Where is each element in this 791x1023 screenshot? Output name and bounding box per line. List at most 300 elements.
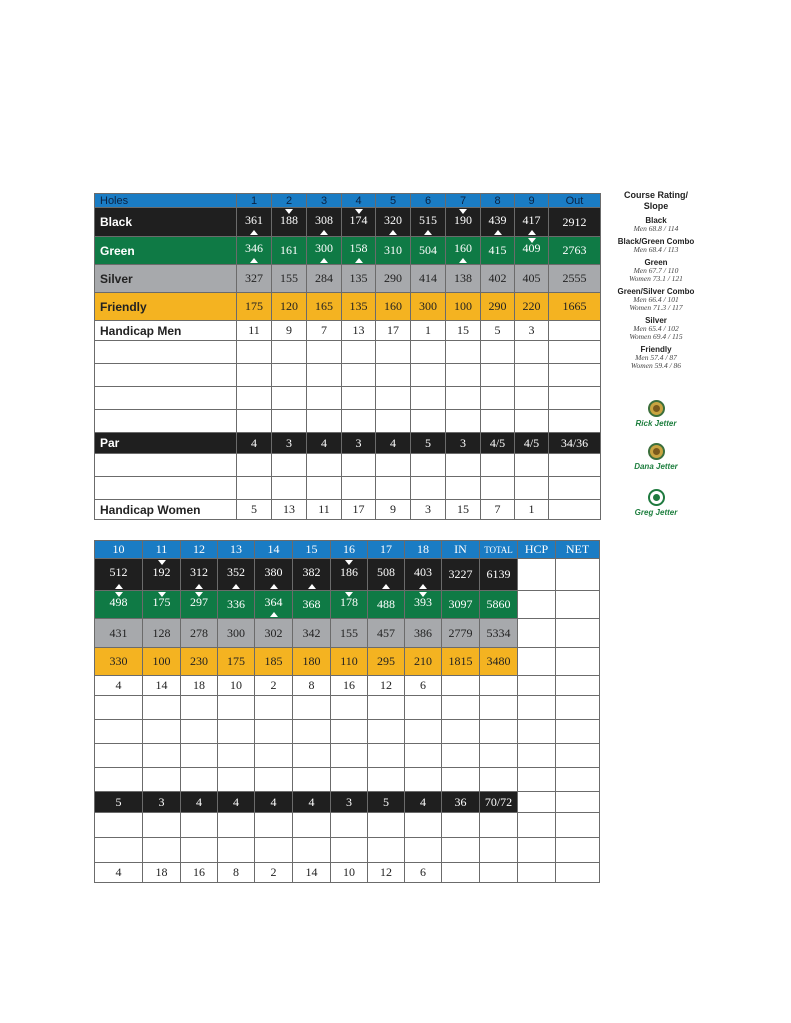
hole-number: 11: [143, 541, 181, 559]
row-total: 2763: [549, 237, 601, 265]
score-cell: 310: [376, 237, 411, 265]
score-cell: 415: [481, 237, 515, 265]
hole-number: 14: [255, 541, 293, 559]
score-entry-cell[interactable]: [331, 696, 368, 720]
score-entry-cell[interactable]: [272, 410, 307, 433]
score-entry-cell[interactable]: [518, 696, 556, 720]
grand-total: 3480: [480, 648, 518, 676]
score-cell: 7: [307, 321, 342, 341]
score-cell: 342: [293, 619, 331, 648]
score-entry-cell[interactable]: [218, 744, 255, 768]
yardage-cell: [143, 559, 181, 591]
legend-rating: Men 67.7 / 110: [633, 266, 679, 275]
score-entry-cell[interactable]: [293, 696, 331, 720]
score-entry-cell[interactable]: [405, 838, 442, 863]
score-cell: 11: [237, 321, 272, 341]
score-entry-cell[interactable]: [331, 813, 368, 838]
legend-tee-name: Silver: [645, 316, 667, 325]
score-entry-cell[interactable]: [95, 410, 237, 433]
score-entry-cell[interactable]: [368, 744, 405, 768]
score-entry-cell[interactable]: [95, 477, 237, 500]
score-cell: 5: [481, 321, 515, 341]
score-entry-cell[interactable]: [95, 838, 143, 863]
score-cell: 9: [376, 500, 411, 520]
row-total: [549, 321, 601, 341]
score-entry-cell[interactable]: [480, 744, 518, 768]
score-entry-cell[interactable]: [237, 341, 272, 364]
score-entry-cell[interactable]: [95, 454, 237, 477]
yardage-cell: [331, 591, 368, 619]
cell-value: 403: [414, 565, 432, 579]
greg-jetter-logo-icon: [648, 489, 665, 506]
score-entry-cell[interactable]: [518, 768, 556, 792]
score-entry-cell[interactable]: [331, 838, 368, 863]
blank-score-row: [95, 387, 601, 410]
score-entry-cell[interactable]: [181, 813, 218, 838]
cell-value: 439: [488, 212, 507, 227]
score-entry-cell[interactable]: [411, 454, 446, 477]
legend-rating: Women 73.1 / 121: [629, 274, 683, 283]
arrow-up-icon: [232, 584, 240, 589]
cell-value: 312: [190, 565, 208, 579]
hole-number: 9: [515, 194, 549, 208]
score-cell: 128: [143, 619, 181, 648]
arrow-up-icon: [270, 612, 278, 617]
score-entry-cell[interactable]: [446, 477, 481, 500]
score-entry-cell[interactable]: [181, 744, 218, 768]
score-entry-cell[interactable]: [481, 387, 515, 410]
score-cell: 2: [255, 676, 293, 696]
net-entry-cell[interactable]: [556, 591, 600, 619]
hcp-entry-cell[interactable]: [518, 792, 556, 813]
score-entry-cell[interactable]: [549, 341, 601, 364]
score-cell: 504: [411, 237, 446, 265]
arrow-up-icon: [419, 584, 427, 589]
net-entry-cell[interactable]: [556, 619, 600, 648]
row-label: Black: [95, 208, 237, 237]
back-row-silver: [95, 619, 600, 648]
score-cell: 300: [218, 619, 255, 648]
score-entry-cell[interactable]: [255, 696, 293, 720]
score-cell: 4/5: [481, 433, 515, 454]
score-entry-cell[interactable]: [342, 477, 376, 500]
score-cell: 138: [446, 265, 481, 293]
score-entry-cell[interactable]: [307, 477, 342, 500]
cell-value: 160: [454, 241, 472, 255]
hcp-entry-cell[interactable]: [518, 863, 556, 883]
legend-rating: Men 66.4 / 101: [633, 295, 679, 304]
hole-number: 7: [446, 194, 481, 208]
score-entry-cell[interactable]: [307, 454, 342, 477]
score-entry-cell[interactable]: [376, 477, 411, 500]
score-cell: 295: [368, 648, 405, 676]
dana-jetter-logo-icon: [648, 443, 665, 460]
score-entry-cell[interactable]: [342, 387, 376, 410]
score-entry-cell[interactable]: [518, 838, 556, 863]
score-cell: 1: [515, 500, 549, 520]
score-entry-cell[interactable]: [549, 364, 601, 387]
yardage-cell: [446, 208, 481, 237]
score-cell: 10: [218, 676, 255, 696]
score-cell: 4: [237, 433, 272, 454]
score-entry-cell[interactable]: [307, 387, 342, 410]
score-entry-cell[interactable]: [181, 838, 218, 863]
score-entry-cell[interactable]: [95, 341, 237, 364]
score-entry-cell[interactable]: [405, 768, 442, 792]
cell-value: 308: [315, 212, 333, 227]
score-entry-cell[interactable]: [442, 696, 480, 720]
yardage-cell: [293, 559, 331, 591]
score-entry-cell[interactable]: [405, 813, 442, 838]
cell-value: 175: [152, 595, 171, 609]
score-entry-cell[interactable]: [376, 364, 411, 387]
score-entry-cell[interactable]: [95, 768, 143, 792]
score-entry-cell[interactable]: [218, 768, 255, 792]
score-entry-cell[interactable]: [181, 720, 218, 744]
net-entry-cell[interactable]: [556, 648, 600, 676]
score-entry-cell[interactable]: [518, 744, 556, 768]
score-entry-cell[interactable]: [446, 387, 481, 410]
score-entry-cell[interactable]: [237, 477, 272, 500]
blank-score-row: [95, 720, 600, 744]
score-cell: 4: [95, 863, 143, 883]
grand-total: 5860: [480, 591, 518, 619]
yardage-cell: [237, 208, 272, 237]
score-entry-cell[interactable]: [411, 477, 446, 500]
score-entry-cell[interactable]: [518, 720, 556, 744]
yardage-cell: [331, 559, 368, 591]
score-entry-cell[interactable]: [143, 838, 181, 863]
score-entry-cell[interactable]: [272, 341, 307, 364]
score-entry-cell[interactable]: [95, 387, 237, 410]
cell-value: 382: [302, 565, 321, 579]
score-entry-cell[interactable]: [549, 454, 601, 477]
grand-total: 70/72: [480, 792, 518, 813]
yardage-cell: [307, 208, 342, 237]
score-entry-cell[interactable]: [143, 744, 181, 768]
score-entry-cell[interactable]: [255, 720, 293, 744]
score-cell: 327: [237, 265, 272, 293]
arrow-up-icon: [115, 584, 123, 589]
score-entry-cell[interactable]: [481, 477, 515, 500]
score-entry-cell[interactable]: [405, 720, 442, 744]
score-entry-cell[interactable]: [515, 410, 549, 433]
cell-value: 512: [109, 565, 128, 579]
yardage-cell: [342, 237, 376, 265]
score-entry-cell[interactable]: [307, 364, 342, 387]
score-entry-cell[interactable]: [342, 410, 376, 433]
score-cell: 3: [331, 792, 368, 813]
score-cell: 175: [218, 648, 255, 676]
score-entry-cell[interactable]: [556, 720, 600, 744]
score-entry-cell[interactable]: [442, 768, 480, 792]
score-cell: 17: [376, 321, 411, 341]
yardage-cell: [446, 237, 481, 265]
score-entry-cell[interactable]: [411, 387, 446, 410]
score-entry-cell[interactable]: [442, 744, 480, 768]
score-entry-cell[interactable]: [255, 813, 293, 838]
score-entry-cell[interactable]: [95, 696, 143, 720]
score-entry-cell[interactable]: [293, 838, 331, 863]
score-entry-cell[interactable]: [515, 477, 549, 500]
arrow-up-icon: [459, 258, 467, 263]
score-entry-cell[interactable]: [272, 477, 307, 500]
score-entry-cell[interactable]: [95, 813, 143, 838]
net-entry-cell[interactable]: [556, 792, 600, 813]
yardage-cell: [181, 559, 218, 591]
net-entry-cell[interactable]: [556, 863, 600, 883]
score-entry-cell[interactable]: [255, 838, 293, 863]
score-entry-cell[interactable]: [515, 341, 549, 364]
cell-value: 498: [109, 595, 128, 609]
score-entry-cell[interactable]: [95, 720, 143, 744]
score-cell: 18: [181, 676, 218, 696]
score-entry-cell[interactable]: [515, 387, 549, 410]
score-cell: 405: [515, 265, 549, 293]
row-handicap_men: [95, 321, 601, 341]
score-entry-cell[interactable]: [255, 768, 293, 792]
arrow-up-icon: [528, 230, 536, 235]
yardage-cell: [218, 559, 255, 591]
arrow-down-icon: [459, 209, 467, 214]
arrow-down-icon: [419, 592, 427, 597]
score-entry-cell[interactable]: [481, 364, 515, 387]
score-entry-cell[interactable]: [368, 720, 405, 744]
hole-number: 1: [237, 194, 272, 208]
yardage-cell: [481, 208, 515, 237]
score-entry-cell[interactable]: [237, 410, 272, 433]
score-entry-cell[interactable]: [446, 341, 481, 364]
score-entry-cell[interactable]: [556, 696, 600, 720]
score-entry-cell[interactable]: [368, 813, 405, 838]
score-cell: 15: [446, 500, 481, 520]
score-entry-cell[interactable]: [446, 410, 481, 433]
score-entry-cell[interactable]: [446, 454, 481, 477]
score-entry-cell[interactable]: [480, 838, 518, 863]
designer-name: Rick Jetter: [635, 419, 677, 428]
hcp-entry-cell[interactable]: [518, 619, 556, 648]
score-entry-cell[interactable]: [549, 477, 601, 500]
score-cell: 16: [181, 863, 218, 883]
hole-number: 3: [307, 194, 342, 208]
score-entry-cell[interactable]: [481, 454, 515, 477]
yardage-cell: [143, 591, 181, 619]
score-entry-cell[interactable]: [515, 454, 549, 477]
score-entry-cell[interactable]: [342, 454, 376, 477]
score-entry-cell[interactable]: [442, 813, 480, 838]
score-cell: 7: [481, 500, 515, 520]
arrow-down-icon: [355, 209, 363, 214]
in-total: 3227: [442, 559, 480, 591]
score-entry-cell[interactable]: [515, 364, 549, 387]
score-cell: 3: [411, 500, 446, 520]
arrow-down-icon: [345, 560, 353, 565]
score-entry-cell[interactable]: [549, 387, 601, 410]
score-entry-cell[interactable]: [181, 696, 218, 720]
score-entry-cell[interactable]: [411, 410, 446, 433]
arrow-up-icon: [494, 230, 502, 235]
score-cell: 5: [411, 433, 446, 454]
arrow-up-icon: [250, 230, 258, 235]
back-nine-scorecard: [94, 540, 600, 883]
score-entry-cell[interactable]: [368, 696, 405, 720]
arrow-down-icon: [195, 592, 203, 597]
score-entry-cell[interactable]: [293, 720, 331, 744]
score-entry-cell[interactable]: [480, 768, 518, 792]
yardage-cell: [181, 591, 218, 619]
hcp-entry-cell[interactable]: [518, 676, 556, 696]
yardage-cell: [368, 559, 405, 591]
score-entry-cell[interactable]: [549, 410, 601, 433]
blank-score-row: [95, 454, 601, 477]
score-entry-cell[interactable]: [272, 364, 307, 387]
score-entry-cell[interactable]: [95, 364, 237, 387]
score-entry-cell[interactable]: [442, 838, 480, 863]
score-entry-cell[interactable]: [143, 696, 181, 720]
score-entry-cell[interactable]: [237, 387, 272, 410]
hole-number: 5: [376, 194, 411, 208]
legend-tee-name: Black: [645, 216, 667, 225]
score-entry-cell[interactable]: [95, 744, 143, 768]
score-entry-cell[interactable]: [342, 341, 376, 364]
holes-header-row: [95, 194, 601, 208]
net-entry-cell[interactable]: [556, 676, 600, 696]
row-total: 34/36: [549, 433, 601, 454]
arrow-down-icon: [528, 238, 536, 243]
score-entry-cell[interactable]: [237, 454, 272, 477]
score-entry-cell[interactable]: [272, 454, 307, 477]
score-entry-cell[interactable]: [480, 813, 518, 838]
score-entry-cell[interactable]: [376, 410, 411, 433]
row-total: 2555: [549, 265, 601, 293]
score-entry-cell[interactable]: [405, 744, 442, 768]
yardage-cell: [95, 559, 143, 591]
back-holes-header-row: [95, 541, 600, 559]
score-entry-cell[interactable]: [218, 813, 255, 838]
arrow-up-icon: [424, 230, 432, 235]
hcp-entry-cell[interactable]: [518, 591, 556, 619]
score-cell: 4: [181, 792, 218, 813]
row-par: [95, 433, 601, 454]
rick-jetter-logo-icon: [648, 400, 665, 417]
arrow-down-icon: [158, 592, 166, 597]
score-entry-cell[interactable]: [556, 813, 600, 838]
hole-number: 13: [218, 541, 255, 559]
score-entry-cell[interactable]: [376, 454, 411, 477]
arrow-up-icon: [308, 584, 316, 589]
score-entry-cell[interactable]: [368, 838, 405, 863]
score-cell: 414: [411, 265, 446, 293]
row-silver: [95, 265, 601, 293]
score-entry-cell[interactable]: [218, 838, 255, 863]
score-entry-cell[interactable]: [442, 720, 480, 744]
hcp-entry-cell[interactable]: [518, 648, 556, 676]
arrow-up-icon: [250, 258, 258, 263]
score-entry-cell[interactable]: [342, 364, 376, 387]
score-cell: 5: [368, 792, 405, 813]
score-cell: 14: [293, 863, 331, 883]
score-entry-cell[interactable]: [376, 341, 411, 364]
cell-value: 300: [315, 241, 333, 255]
score-entry-cell[interactable]: [411, 364, 446, 387]
arrow-up-icon: [389, 230, 397, 235]
score-entry-cell[interactable]: [556, 744, 600, 768]
score-entry-cell[interactable]: [481, 410, 515, 433]
score-entry-cell[interactable]: [218, 696, 255, 720]
grand-total: 5334: [480, 619, 518, 648]
arrow-up-icon: [320, 230, 328, 235]
score-entry-cell[interactable]: [237, 364, 272, 387]
score-entry-cell[interactable]: [376, 387, 411, 410]
net-entry-cell[interactable]: [556, 559, 600, 591]
score-entry-cell[interactable]: [405, 696, 442, 720]
score-entry-cell[interactable]: [331, 768, 368, 792]
score-cell: 155: [331, 619, 368, 648]
hcp-entry-cell[interactable]: [518, 559, 556, 591]
score-entry-cell[interactable]: [480, 696, 518, 720]
legend-rating: Women 71.3 / 117: [629, 303, 683, 312]
score-cell: 175: [237, 293, 272, 321]
cell-value: 190: [454, 212, 472, 227]
cell-value: 393: [414, 595, 432, 609]
score-entry-cell[interactable]: [307, 410, 342, 433]
legend-tee-name: Black/Green Combo: [617, 237, 695, 246]
yardage-cell: [95, 591, 143, 619]
score-cell: 3: [446, 433, 481, 454]
score-entry-cell[interactable]: [368, 768, 405, 792]
yardage-cell: [515, 208, 549, 237]
score-entry-cell[interactable]: [218, 720, 255, 744]
score-cell: 290: [376, 265, 411, 293]
blank-score-row: [95, 364, 601, 387]
score-entry-cell[interactable]: [411, 341, 446, 364]
score-cell: 4: [95, 676, 143, 696]
score-cell: 8: [218, 863, 255, 883]
score-entry-cell[interactable]: [143, 768, 181, 792]
score-entry-cell[interactable]: [293, 744, 331, 768]
score-entry-cell[interactable]: [480, 720, 518, 744]
score-entry-cell[interactable]: [181, 768, 218, 792]
score-entry-cell[interactable]: [143, 813, 181, 838]
score-cell: 330: [95, 648, 143, 676]
score-entry-cell[interactable]: [446, 364, 481, 387]
score-cell: 4: [376, 433, 411, 454]
yardage-cell: [405, 591, 442, 619]
score-entry-cell[interactable]: [307, 341, 342, 364]
score-entry-cell[interactable]: [331, 720, 368, 744]
hole-number: 8: [481, 194, 515, 208]
score-entry-cell[interactable]: [255, 744, 293, 768]
score-entry-cell[interactable]: [272, 387, 307, 410]
hole-number: 4: [342, 194, 376, 208]
score-cell: 165: [307, 293, 342, 321]
blank-score-row: [95, 341, 601, 364]
score-entry-cell[interactable]: [293, 768, 331, 792]
score-entry-cell[interactable]: [331, 744, 368, 768]
score-entry-cell[interactable]: [556, 838, 600, 863]
score-entry-cell[interactable]: [556, 768, 600, 792]
score-cell: 155: [272, 265, 307, 293]
score-entry-cell[interactable]: [481, 341, 515, 364]
score-cell: 3: [515, 321, 549, 341]
score-cell: 278: [181, 619, 218, 648]
score-cell: 185: [255, 648, 293, 676]
in-total: 1815: [442, 648, 480, 676]
score-entry-cell[interactable]: [293, 813, 331, 838]
score-entry-cell[interactable]: [143, 720, 181, 744]
back-row-black: [95, 559, 600, 591]
score-entry-cell[interactable]: [518, 813, 556, 838]
